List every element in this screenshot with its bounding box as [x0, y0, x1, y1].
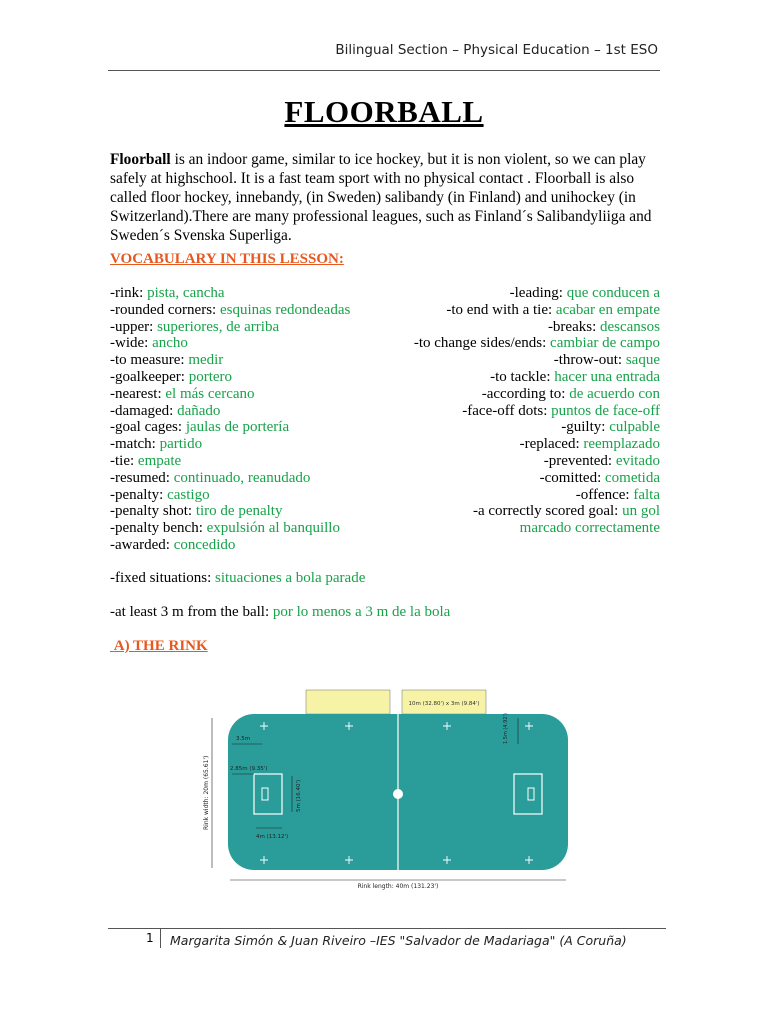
vocab-left-entry [110, 369, 232, 386]
bench-dimension-label: 10m (32.80') x 3m (9.84') [408, 701, 480, 707]
dim-length-label: Rink length: 40m (131.23') [357, 883, 439, 890]
vocab-left-entry [110, 436, 202, 453]
vocab-term-es: dañado [177, 402, 221, 419]
vocab-term-en: -nearest: [110, 385, 166, 402]
vocab-term-en: -wide: [110, 335, 153, 352]
vocab-row [110, 436, 660, 453]
vocab-left-entry [110, 537, 235, 554]
vocab-term-en: -match: [110, 436, 160, 453]
vocab-term-es: hacer una entrada [554, 369, 660, 385]
vocab-term-es: falta [633, 486, 660, 503]
vocab-right-entry [520, 520, 660, 537]
vocab-term-en: -resumed: [110, 469, 174, 486]
footer-authors: Margarita Simón & Juan Riveiro –IES "Salvador de Madariaga" (A Coruña) [170, 933, 627, 948]
vocab-term-en: -awarded: [110, 537, 174, 553]
rink-diagram [192, 688, 582, 890]
vocab-left-entry [110, 302, 350, 319]
vocab-term-es: cometida [605, 469, 660, 486]
vocab-term-en: -to end with a tie: [446, 301, 556, 318]
vocab-left-entry [110, 520, 340, 537]
vocab-term-es: el más cercano [165, 385, 255, 402]
vocab-term-es: concedido [173, 537, 236, 553]
vocab-left-entry [110, 386, 255, 403]
vocab-term-es: expulsión al banquillo [206, 520, 340, 537]
vocab-term-en: -face-off dots: [462, 402, 552, 419]
vocab-row [110, 419, 660, 436]
vocab-left-entry [110, 335, 188, 352]
vocab-term-es: esquinas redondeadas [219, 301, 351, 318]
vocab-left-entry [110, 319, 279, 336]
vocab-row [110, 319, 660, 336]
vocab-term-es: marcado correctamente [519, 520, 660, 537]
dim-goal-width-label: 4m (13.12') [256, 834, 289, 840]
vocab-at-least: -at least 3 m from the ball: por lo menos a 3 m de la bola [110, 604, 451, 620]
vocab-term-es: partido [159, 436, 203, 453]
dim-faceoff-label: 1.5m (4.92') [503, 713, 509, 744]
vocab-row [110, 520, 660, 537]
vocab-term-es: empate [137, 453, 182, 469]
vocab-term-es: evitado [615, 453, 660, 469]
vocab-term-en: -replaced: [519, 436, 584, 453]
vocab-right-entry [544, 453, 660, 470]
vocab-row [110, 352, 660, 369]
vocab-row [110, 453, 660, 470]
vocab-term-en: -penalty: [110, 486, 168, 503]
intro-text: is an indoor game, similar to ice hockey, but it is non violent, so we can play safely at highschool. It is a fast team sport with no physical contact . Floorball is also called floor hockey, innebandy, (in Sweden) salibandy (in Finland) and unihockey (in Switzerland).There are many professional leagues, such as Finland´s Salibandyliiga and Sweden´s Svenska Superliga. [110, 151, 652, 244]
vocab-term-es: pista, cancha [147, 285, 225, 301]
intro-bold-term: Floorball [110, 151, 171, 168]
vocab-term-en: -goal cages: [110, 419, 186, 436]
vocab-right-entry [490, 369, 660, 386]
vocab-term-es: continuado, reanudado [173, 469, 311, 486]
dim-goal-depth-label: 5m (16.40') [296, 779, 302, 812]
vocab-term-en: -goalkeeper: [110, 369, 189, 385]
vocab-term-en: -according to: [481, 385, 570, 402]
dim-corner-label: 3.5m [236, 736, 251, 742]
vocab-term-en: -tie: [110, 453, 138, 469]
vocab-term-es: medir [188, 352, 224, 369]
footer-divider-tick [160, 928, 161, 948]
vocab-term-es: reemplazado [583, 436, 660, 453]
vocab-right-entry [548, 319, 660, 336]
vocab-term-en: -to measure: [110, 352, 189, 369]
vocab-left-entry [110, 419, 289, 436]
vocab-left-entry [110, 503, 282, 520]
vocab-term-es: superiores, de arriba [157, 318, 280, 335]
dim-width-label: Rink width: 20m (65.61') [203, 755, 210, 830]
vocab-row [110, 503, 660, 520]
vocab-right-entry [462, 403, 660, 420]
vocab-term-es: acabar en empate [555, 301, 660, 318]
vocab-row [110, 302, 660, 319]
vocab-row [110, 285, 660, 302]
vocab-term-es: descansos [600, 318, 660, 335]
vocab-term-en: -comitted: [539, 469, 606, 486]
vocab-term-es: culpable [609, 419, 660, 436]
vocab-row [110, 335, 660, 352]
vocab-term-en: -rink: [110, 285, 148, 301]
vocab-term-es: puntos de face-off [551, 402, 660, 419]
vocab-term-en: -rounded corners: [110, 301, 220, 318]
vocab-term-es: tiro de penalty [195, 503, 283, 520]
vocab-term-en: -upper: [110, 318, 158, 335]
page-title: FLOORBALL [284, 94, 484, 129]
page-header: Bilingual Section – Physical Education – 1st ESO [335, 42, 658, 58]
vocab-term-es: que conducen a [566, 285, 660, 301]
intro-paragraph [110, 150, 662, 245]
vocab-term-es: cambiar de campo [550, 335, 660, 352]
vocab-term-es: jaulas de portería [185, 419, 290, 436]
vocab-term-es: de acuerdo con [569, 385, 660, 402]
vocab-right-entry [510, 285, 660, 302]
vocab-term-en: -offence: [575, 486, 634, 503]
vocab-right-entry [540, 470, 660, 487]
vocab-row [110, 470, 660, 487]
vocab-term-en: -breaks: [547, 318, 600, 335]
vocab-term-en: -to tackle: [490, 369, 555, 385]
vocab-right-entry [414, 335, 660, 352]
vocab-row [110, 487, 660, 504]
vocab-term-en: -to change sides/ends: [413, 335, 551, 352]
vocab-term-en: -throw-out: [553, 352, 626, 369]
vocab-right-entry [554, 352, 660, 369]
vocab-term-es: portero [188, 369, 233, 385]
vocab-row [110, 403, 660, 420]
vocab-term-en: -penalty bench: [110, 520, 207, 537]
vocab-right-entry [576, 487, 660, 504]
vocab-fixed-situations: -fixed situations: situaciones a bola parade [110, 570, 366, 586]
vocab-right-entry [446, 302, 660, 319]
vocab-left-entry [110, 453, 181, 470]
footer-divider [108, 928, 666, 929]
dim-goal-area-label: 2.85m (9.35') [230, 766, 268, 772]
vocab-term-en: -penalty shot: [110, 503, 196, 520]
vocab-term-es: ancho [152, 335, 188, 352]
vocab-right-entry [561, 419, 660, 436]
vocab-row [110, 386, 660, 403]
vocab-left-entry [110, 470, 310, 487]
vocab-term-es: castigo [167, 486, 210, 503]
vocab-right-entry [473, 503, 660, 520]
center-spot [393, 789, 403, 799]
header-divider [108, 70, 660, 71]
vocab-row [110, 537, 660, 554]
vocab-right-entry [482, 386, 660, 403]
vocab-right-entry [520, 436, 660, 453]
vocab-term-en: -guilty: [561, 419, 610, 436]
vocab-left-entry [110, 352, 223, 369]
vocab-term-es: un gol [622, 503, 660, 520]
vocab-term-en: -prevented: [543, 453, 616, 469]
page-number: 1 [146, 931, 154, 945]
vocab-term-en: -damaged: [110, 402, 178, 419]
vocab-left-entry [110, 285, 225, 302]
bench-left [306, 690, 390, 714]
rink-heading: A) THE RINK [113, 638, 208, 654]
vocab-term-es: saque [625, 352, 660, 369]
vocab-row [110, 369, 660, 386]
vocab-left-entry [110, 487, 210, 504]
vocab-heading: VOCABULARY IN THIS LESSON: [110, 251, 344, 267]
vocab-term-en: -leading: [509, 285, 567, 301]
vocab-left-entry [110, 403, 220, 420]
vocab-term-en: -a correctly scored goal: [472, 503, 623, 520]
